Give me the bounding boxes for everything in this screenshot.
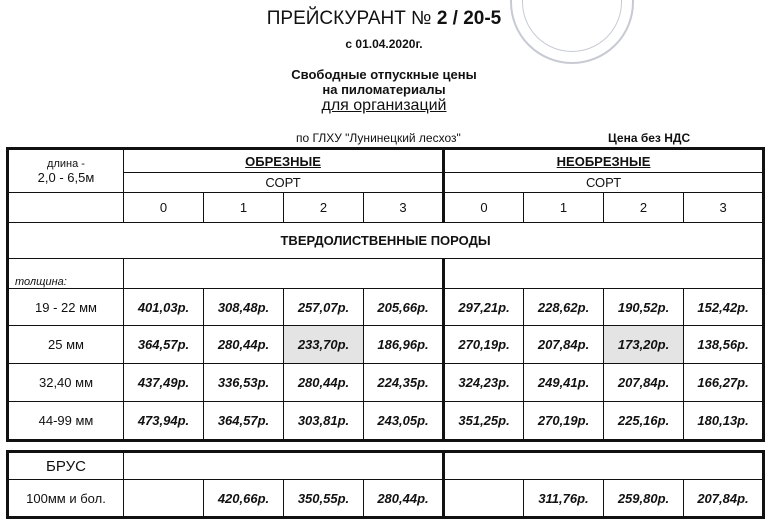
group-unedged-header: НЕОБРЕЗНЫЕ [444, 149, 764, 173]
table-row [8, 364, 764, 402]
price-cell: 364,57р. [124, 326, 204, 364]
size-cell: 100мм и бол. [8, 480, 124, 518]
price-cell: 303,81р. [284, 402, 364, 441]
subtitle-line-3: для организаций [321, 97, 447, 114]
price-cell: 249,41р. [524, 364, 604, 402]
price-cell: 224,35р. [364, 364, 444, 402]
price-cell: 233,70р. [284, 326, 364, 364]
price-cell: 190,52р. [604, 289, 684, 326]
vat-note: Цена без НДС [608, 131, 691, 145]
price-cell: 166,27р. [684, 364, 764, 402]
price-cell: 324,23р. [444, 364, 524, 402]
table-row [8, 480, 764, 518]
price-cell: 225,16р. [604, 402, 684, 441]
size-cell: 19 - 22 мм [8, 289, 124, 326]
size-cell: 44-99 мм [8, 402, 124, 441]
grade-cell: 2 [284, 193, 364, 223]
price-cell: 152,42р. [684, 289, 764, 326]
price-cell: 270,19р. [524, 402, 604, 441]
price-cell: 280,44р. [204, 326, 284, 364]
grade-cell: 2 [604, 193, 684, 223]
grade-cell: 0 [444, 193, 524, 223]
length-header: длина - 2,0 - 6,5м [8, 149, 124, 193]
section-hardwood: ТВЕРДОЛИСТВЕННЫЕ ПОРОДЫ [8, 223, 764, 259]
grade-cell: 3 [684, 193, 764, 223]
size-cell: 25 мм [8, 326, 124, 364]
grade-cell: 1 [204, 193, 284, 223]
grade-header-edged: СОРТ [124, 173, 444, 193]
beam-table [6, 450, 765, 519]
price-cell: 308,48р. [204, 289, 284, 326]
price-cell: 138,56р. [684, 326, 764, 364]
price-cell: 350,55р. [284, 480, 364, 518]
price-cell [124, 480, 204, 518]
grade-header-unedged: СОРТ [444, 173, 764, 193]
price-cell: 311,76р. [524, 480, 604, 518]
grade-cell: 0 [124, 193, 204, 223]
size-cell: 32,40 мм [8, 364, 124, 402]
price-cell: 297,21р. [444, 289, 524, 326]
price-cell: 257,07р. [284, 289, 364, 326]
group-edged-header: ОБРЕЗНЫЕ [124, 149, 444, 173]
blank-cell [124, 259, 444, 289]
price-cell: 336,53р. [204, 364, 284, 402]
price-cell: 180,13р. [684, 402, 764, 441]
grade-cell: 3 [364, 193, 444, 223]
table-row [8, 402, 764, 441]
price-cell: 270,19р. [444, 326, 524, 364]
issuer-org: по ГЛХУ "Лунинецкий лесхоз" [296, 131, 461, 145]
subtitle-line-1: Свободные отпускные цены [291, 67, 477, 82]
price-cell: 259,80р. [604, 480, 684, 518]
price-cell: 173,20р. [604, 326, 684, 364]
price-cell: 280,44р. [364, 480, 444, 518]
price-table [6, 147, 765, 442]
price-cell: 205,66р. [364, 289, 444, 326]
beam-label: БРУС [8, 452, 124, 480]
price-cell [444, 480, 524, 518]
thickness-label: толщина: [8, 259, 124, 289]
price-cell: 364,57р. [204, 402, 284, 441]
price-cell: 351,25р. [444, 402, 524, 441]
price-cell: 228,62р. [524, 289, 604, 326]
price-cell: 420,66р. [204, 480, 284, 518]
subtitle-line-2: на пиломатериалы [322, 82, 446, 97]
price-cell: 207,84р. [524, 326, 604, 364]
table-row [8, 326, 764, 364]
price-cell: 243,05р. [364, 402, 444, 441]
blank-cell [444, 452, 764, 480]
table-row [8, 289, 764, 326]
price-cell: 207,84р. [604, 364, 684, 402]
price-cell: 473,94р. [124, 402, 204, 441]
document-title: ПРЕЙСКУРАНТ № 2 / 20-5 [266, 8, 502, 29]
price-cell: 186,96р. [364, 326, 444, 364]
blank-cell [124, 452, 444, 480]
grade-cell: 1 [524, 193, 604, 223]
price-cell: 280,44р. [284, 364, 364, 402]
price-cell: 207,84р. [684, 480, 764, 518]
effective-date: с 01.04.2020г. [345, 37, 423, 51]
blank-cell [8, 193, 124, 223]
price-cell: 401,03р. [124, 289, 204, 326]
price-cell: 437,49р. [124, 364, 204, 402]
blank-cell [444, 259, 764, 289]
